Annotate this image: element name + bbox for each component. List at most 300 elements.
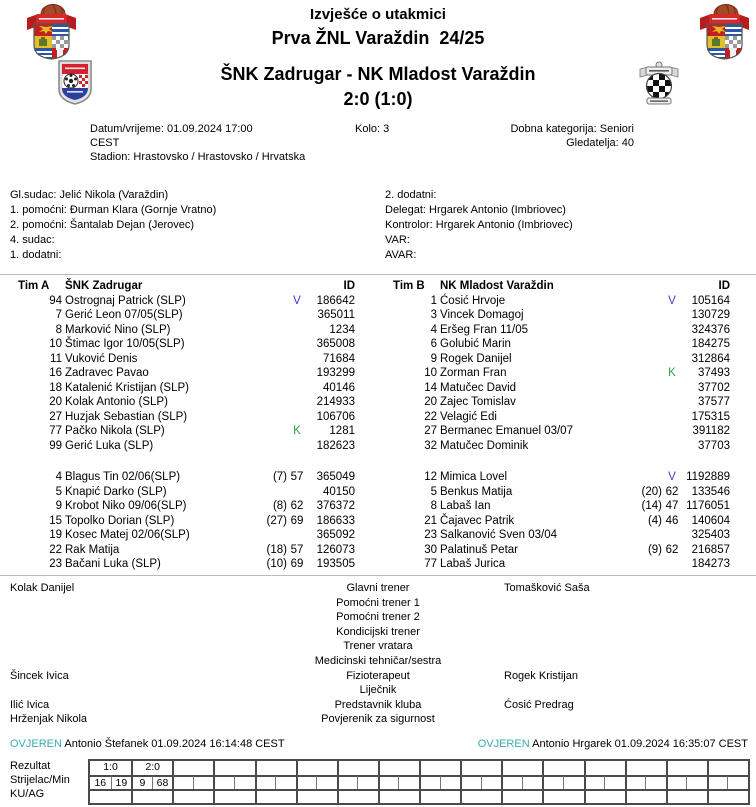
player-id: 365011 xyxy=(317,309,355,321)
player-sub-minute xyxy=(662,323,682,338)
player-sub-replaced xyxy=(247,323,287,338)
player-sub-minute xyxy=(662,528,682,543)
team-label: Tim B xyxy=(393,280,425,292)
player-sub-minute: 69 xyxy=(290,514,304,527)
player-number: 12 xyxy=(424,471,437,483)
player-row xyxy=(10,308,355,323)
player-sub-replaced xyxy=(247,395,287,410)
player-row xyxy=(10,323,355,338)
player-id: 376372 xyxy=(316,500,355,512)
player-id: 391182 xyxy=(692,425,730,437)
team-a-table xyxy=(10,279,355,572)
staff-name-away xyxy=(456,654,756,669)
player-id: 37703 xyxy=(698,439,730,452)
staff-row xyxy=(0,596,756,611)
player-name: Topolko Dorian (SLP) xyxy=(65,514,175,527)
official-line: VAR: xyxy=(385,234,410,246)
player-row xyxy=(10,352,355,367)
cards-cell xyxy=(707,789,748,803)
captain-badge: K xyxy=(668,367,676,379)
player-name: Štimac Igor 10/05(SLP) xyxy=(65,338,185,350)
player-sub-minute: 47 xyxy=(665,500,679,512)
player-id: 1192889 xyxy=(686,471,730,483)
result-score-cell xyxy=(542,761,583,775)
result-score-cell xyxy=(255,761,296,775)
player-sub-replaced xyxy=(622,294,662,309)
player-number: 20 xyxy=(49,396,62,408)
player-row xyxy=(10,485,355,500)
player-sub-minute: 57 xyxy=(290,471,304,483)
cards-cell xyxy=(419,789,460,803)
player-number: 10 xyxy=(424,367,437,379)
player-name: Kosec Matej 02/06(SLP) xyxy=(65,529,190,541)
player-sub-replaced xyxy=(622,308,662,323)
player-row xyxy=(385,557,730,572)
player-id: 186633 xyxy=(316,514,355,527)
player-id: 312864 xyxy=(691,352,730,365)
player-name: Marković Nino (SLP) xyxy=(65,323,171,336)
player-number: 8 xyxy=(430,500,437,512)
scorer-minute-cell: 16 xyxy=(90,775,111,789)
player-name: Labaš Ian xyxy=(440,500,491,512)
staff-role-label: Pomoćni trener 1 xyxy=(336,596,420,609)
player-row xyxy=(385,308,730,323)
player-id: 71684 xyxy=(323,352,355,365)
player-sub-minute xyxy=(662,381,682,396)
scorer-minute-cell xyxy=(193,775,214,789)
id-column-header: ID xyxy=(718,280,730,292)
player-sub-replaced: (7) xyxy=(272,471,287,483)
staff-name-away xyxy=(456,625,756,640)
age-category: Dobna kategorija: Seniori xyxy=(510,123,634,135)
scorer-minute-cell xyxy=(172,775,193,789)
scorer-minute-cell: 9 xyxy=(131,775,152,789)
player-number: 9 xyxy=(55,500,62,512)
official-line: 2. dodatni: xyxy=(385,189,437,201)
player-id: 130729 xyxy=(691,309,730,321)
staff-row xyxy=(0,683,756,698)
staff-name-home xyxy=(0,596,300,611)
player-id: 126073 xyxy=(316,543,355,556)
player-sub-minute xyxy=(287,395,307,410)
player-row xyxy=(10,499,355,514)
staff-name-away xyxy=(456,683,756,698)
goalkeeper-badge: V xyxy=(668,471,676,483)
staff-row xyxy=(0,669,756,684)
player-row xyxy=(10,294,355,309)
result-score-cell xyxy=(172,761,213,775)
player-number: 14 xyxy=(424,381,437,394)
staff-name-home: Hrženjak Nikola xyxy=(10,713,88,726)
separator-line-bottom xyxy=(0,575,756,576)
player-sub-minute: 69 xyxy=(290,558,304,570)
player-number: 11 xyxy=(50,352,62,365)
cards-cell xyxy=(337,789,378,803)
scorer-minute-cell xyxy=(707,775,728,789)
player-row xyxy=(385,352,730,367)
scorer-minute-cell xyxy=(584,775,605,789)
player-sub-minute xyxy=(662,395,682,410)
result-grid xyxy=(88,759,750,805)
player-row xyxy=(10,337,355,352)
player-sub-replaced xyxy=(622,395,662,410)
player-sub-minute xyxy=(662,410,682,425)
player-number: 22 xyxy=(49,543,62,556)
staff-name-home xyxy=(0,683,300,698)
player-sub-replaced xyxy=(247,308,287,323)
player-name: Zadravec Pavao xyxy=(65,367,149,379)
staff-name-away xyxy=(456,639,756,654)
player-name: Vuković Denis xyxy=(65,352,138,365)
scorer-minute-cell xyxy=(666,775,687,789)
cards-cell xyxy=(460,789,501,803)
player-id: 193505 xyxy=(316,558,355,570)
officials-right-column xyxy=(385,188,573,263)
staff-name-away xyxy=(456,596,756,611)
player-sub-replaced xyxy=(247,294,287,309)
player-sub-minute: 62 xyxy=(665,543,679,556)
match-info xyxy=(0,122,756,168)
player-row xyxy=(10,543,355,558)
scorer-minute-cell xyxy=(727,775,748,789)
scorer-minute-cell xyxy=(604,775,625,789)
player-id: 193299 xyxy=(316,367,355,379)
result-score-cell: 1:0 xyxy=(103,760,118,773)
player-row xyxy=(385,366,730,381)
player-id: 184275 xyxy=(691,338,730,350)
player-name: Golubić Marin xyxy=(440,338,511,350)
player-sub-minute: 57 xyxy=(290,543,304,556)
player-sub-replaced xyxy=(622,366,662,381)
player-row xyxy=(10,557,355,572)
scorer-minute-cell xyxy=(440,775,461,789)
player-number: 7 xyxy=(55,309,62,321)
player-sub-minute xyxy=(662,439,682,454)
player-number: 4 xyxy=(430,323,437,336)
player-number: 5 xyxy=(430,485,437,498)
staff-name-home: Šincek Ivica xyxy=(10,669,69,682)
player-name: Bermanec Emanuel 03/07 xyxy=(440,425,573,437)
player-row xyxy=(10,410,355,425)
player-number: 94 xyxy=(49,294,62,307)
staff-name-away xyxy=(456,610,756,625)
player-sub-replaced xyxy=(622,381,662,396)
player-name: Rak Matija xyxy=(65,543,120,556)
player-sub-replaced xyxy=(247,485,287,500)
official-line: AVAR: xyxy=(385,249,417,261)
result-score-cell xyxy=(666,761,707,775)
player-number: 8 xyxy=(55,323,62,336)
player-name: Čajavec Patrik xyxy=(440,514,515,527)
staff-row xyxy=(0,639,756,654)
staff-name-away: Rogek Kristijan xyxy=(504,669,578,682)
player-id: 184273 xyxy=(691,558,730,570)
staff-name-away: Ćosić Predrag xyxy=(504,698,574,711)
player-number: 99 xyxy=(49,439,62,452)
player-name: Matučec David xyxy=(440,381,517,394)
scorer-minute-cell xyxy=(337,775,358,789)
player-number: 15 xyxy=(49,514,62,527)
official-line: Gl.sudac: Jelić Nikola (Varaždin) xyxy=(10,189,169,201)
player-row xyxy=(385,439,730,454)
staff-name-home xyxy=(0,654,300,669)
player-sub-minute xyxy=(662,337,682,352)
scorer-minute-cell xyxy=(625,775,646,789)
player-id: 1176051 xyxy=(686,500,730,512)
player-number: 27 xyxy=(49,410,62,423)
player-name: Velagić Edi xyxy=(440,410,497,423)
result-score-cell xyxy=(625,761,666,775)
player-sub-replaced xyxy=(247,337,287,352)
team-table-header xyxy=(10,279,355,294)
result-score-cell xyxy=(460,761,501,775)
player-row xyxy=(385,410,730,425)
starters-subs-divider xyxy=(385,453,730,470)
player-row xyxy=(385,337,730,352)
county-federation-crest-left-icon xyxy=(25,3,78,61)
player-number: 5 xyxy=(55,485,62,498)
player-number: 18 xyxy=(49,381,62,394)
player-number: 19 xyxy=(49,529,62,541)
player-id: 37493 xyxy=(698,367,730,379)
player-sub-replaced xyxy=(622,470,662,485)
player-id: 365049 xyxy=(316,471,355,483)
player-name: Gerić Luka (SLP) xyxy=(65,439,154,452)
player-name: Labaš Jurica xyxy=(440,558,506,570)
player-id: 216857 xyxy=(691,543,730,556)
county-federation-crest-right-icon xyxy=(698,3,751,61)
player-name: Ostrognaj Patrick (SLP) xyxy=(65,294,186,307)
player-id: 37702 xyxy=(698,381,730,394)
scorer-minute-cell xyxy=(522,775,543,789)
result-score-cell xyxy=(296,761,337,775)
player-row xyxy=(385,514,730,529)
player-row xyxy=(385,323,730,338)
staff-row xyxy=(0,712,756,727)
scorer-minute-cell xyxy=(234,775,255,789)
player-row xyxy=(10,424,355,439)
home-club-crest-icon xyxy=(57,58,93,106)
player-row xyxy=(10,514,355,529)
cards-cell xyxy=(90,789,131,803)
staff-role-label: Medicinski tehničar/sestra xyxy=(314,654,442,667)
officials-left-column xyxy=(10,188,216,263)
team-name: ŠNK Zadrugar xyxy=(65,280,143,292)
player-name: Rogek Danijel xyxy=(440,352,512,365)
certified-by-away: Antonio Hrgarek 01.09.2024 16:35:07 CEST xyxy=(529,737,748,750)
cards-cell xyxy=(501,789,542,803)
player-id: 365092 xyxy=(316,529,355,541)
staff-role-label: Pomoćni trener 2 xyxy=(336,611,420,624)
player-sub-replaced xyxy=(247,352,287,367)
starters-subs-divider xyxy=(10,453,355,470)
staff-row xyxy=(0,698,756,713)
player-row xyxy=(385,395,730,410)
player-sub-minute: 46 xyxy=(665,514,679,527)
player-sub-minute xyxy=(287,366,307,381)
result-grid-section xyxy=(0,759,756,807)
scorer-minute-cell xyxy=(275,775,296,789)
cards-cell xyxy=(584,789,625,803)
player-name: Benkus Matija xyxy=(440,485,513,498)
staff-row xyxy=(0,625,756,640)
staff-role-label: Predstavnik kluba xyxy=(334,698,422,711)
official-line: 4. sudac: xyxy=(10,234,55,246)
cards-cell xyxy=(131,789,172,803)
result-row-labels xyxy=(10,759,70,801)
player-sub-replaced xyxy=(247,439,287,454)
player-name: Pačko Nikola (SLP) xyxy=(65,425,165,437)
scorer-minute-cell xyxy=(213,775,234,789)
player-number: 32 xyxy=(424,439,437,452)
staff-role-label: Povjerenik za sigurnost xyxy=(321,713,435,726)
player-number: 20 xyxy=(424,396,437,408)
official-line: 1. pomoćni: Đurman Klara (Gornje Vratno) xyxy=(10,204,217,216)
staff-name-home: Kolak Danijel xyxy=(10,582,75,594)
scorer-minute-cell: 68 xyxy=(152,775,173,789)
result-score-cell: 2:0 xyxy=(131,761,172,775)
scorer-minute-cell xyxy=(686,775,707,789)
player-row xyxy=(385,543,730,558)
player-name: Vincek Domagoj xyxy=(440,309,524,321)
player-row xyxy=(10,528,355,543)
player-name: Mimica Lovel xyxy=(440,471,508,483)
official-line: 1. dodatni: xyxy=(10,249,62,261)
certified-status-away: OVJEREN xyxy=(477,737,530,750)
player-number: 10 xyxy=(49,338,62,350)
scorer-minute-cell xyxy=(357,775,378,789)
captain-badge: K xyxy=(293,425,301,437)
cards-cell xyxy=(213,789,254,803)
report-title: Izvješće o utakmici xyxy=(310,6,446,23)
player-number: 30 xyxy=(424,543,437,556)
scorer-minute-cell xyxy=(255,775,276,789)
player-row xyxy=(385,499,730,514)
player-sub-minute xyxy=(287,323,307,338)
scorer-minute-cell xyxy=(419,775,440,789)
player-sub-minute: 62 xyxy=(290,500,304,512)
player-name: Zajec Tomislav xyxy=(440,396,516,408)
player-sub-replaced xyxy=(247,424,287,439)
player-id: 175315 xyxy=(691,410,730,423)
player-sub-replaced xyxy=(622,352,662,367)
scorer-minute-cell: 19 xyxy=(111,775,132,789)
player-sub-minute xyxy=(662,308,682,323)
player-sub-replaced xyxy=(247,528,287,543)
player-number: 23 xyxy=(424,529,437,541)
result-score-cell xyxy=(213,761,254,775)
competition-title: Prva ŽNL Varaždin 24/25 xyxy=(271,28,485,48)
player-row xyxy=(385,470,730,485)
result-row-label: KU/AG xyxy=(10,787,45,800)
player-sub-replaced: (8) xyxy=(272,500,287,512)
result-row-label: Rezultat xyxy=(10,759,51,772)
player-row xyxy=(385,381,730,396)
scorer-minute-cell xyxy=(296,775,317,789)
player-number: 1 xyxy=(430,294,437,307)
result-row-label: Strijelac/Min xyxy=(10,773,70,786)
player-name: Palatinuš Petar xyxy=(440,543,518,556)
scorer-minute-cell xyxy=(645,775,666,789)
player-sub-replaced xyxy=(247,381,287,396)
staff-name-home xyxy=(0,639,300,654)
scorer-minute-cell xyxy=(481,775,502,789)
player-name: Salkanović Sven 03/04 xyxy=(440,529,557,541)
player-sub-minute xyxy=(287,352,307,367)
scorer-minute-cell xyxy=(501,775,522,789)
staff-name-home xyxy=(0,610,300,625)
match-info-right xyxy=(510,122,634,150)
player-id: 133546 xyxy=(691,485,730,498)
player-name: Gerić Leon 07/05(SLP) xyxy=(65,309,183,321)
player-row xyxy=(385,528,730,543)
player-sub-replaced: (27) xyxy=(266,514,287,527)
player-id: 365008 xyxy=(316,338,355,350)
staff-row xyxy=(0,654,756,669)
staff-role-label: Kondicijski trener xyxy=(336,625,420,638)
player-sub-replaced xyxy=(622,337,662,352)
player-id: 186642 xyxy=(316,294,355,307)
player-row xyxy=(385,294,730,309)
staff-role-label: Liječnik xyxy=(359,684,397,697)
player-number: 27 xyxy=(424,425,437,437)
cards-cell xyxy=(625,789,666,803)
player-id: 214933 xyxy=(316,396,355,408)
final-score: 2:0 (1:0) xyxy=(343,89,413,109)
scorer-minute-cell xyxy=(316,775,337,789)
certified-by-home: Antonio Štefanek 01.09.2024 16:14:48 CEST xyxy=(61,737,285,750)
player-id: 105164 xyxy=(691,294,730,307)
player-sub-minute xyxy=(662,424,682,439)
certification-home xyxy=(10,738,285,750)
player-sub-replaced xyxy=(247,410,287,425)
player-sub-replaced: (4) xyxy=(647,514,662,527)
player-row xyxy=(10,439,355,454)
player-id: 324376 xyxy=(691,323,730,336)
match-title: ŠNK Zadrugar - NK Mladost Varaždin xyxy=(220,64,536,84)
player-sub-minute xyxy=(287,410,307,425)
datetime-line2: CEST xyxy=(90,137,120,149)
player-sub-minute xyxy=(287,308,307,323)
result-score-cell xyxy=(419,761,460,775)
player-sub-minute xyxy=(287,528,307,543)
staff-name-home xyxy=(0,625,300,640)
player-row xyxy=(10,366,355,381)
lineups-section xyxy=(0,275,756,573)
result-score-cell xyxy=(707,761,748,775)
player-id: 1281 xyxy=(329,425,355,437)
id-column-header: ID xyxy=(343,280,355,292)
player-sub-replaced: (10) xyxy=(266,558,287,570)
player-sub-minute: 62 xyxy=(665,485,679,498)
staff-name-home: Ilić Ivica xyxy=(10,698,50,711)
player-sub-replaced: (18) xyxy=(266,543,287,556)
player-id: 325403 xyxy=(691,529,730,541)
official-line: Delegat: Hrgarek Antonio (Imbriovec) xyxy=(385,204,566,216)
player-id: 40150 xyxy=(323,485,355,498)
result-score-cell xyxy=(584,761,625,775)
player-name: Bačani Luka (SLP) xyxy=(65,558,161,570)
player-number: 3 xyxy=(430,309,437,321)
scorer-minute-cell xyxy=(378,775,399,789)
player-name: Kolak Antonio (SLP) xyxy=(65,396,168,408)
result-score-cell xyxy=(378,761,419,775)
result-score-cell xyxy=(337,761,378,775)
certification-away xyxy=(478,738,748,750)
team-label: Tim A xyxy=(18,280,50,292)
cards-cell xyxy=(542,789,583,803)
player-row xyxy=(385,485,730,500)
